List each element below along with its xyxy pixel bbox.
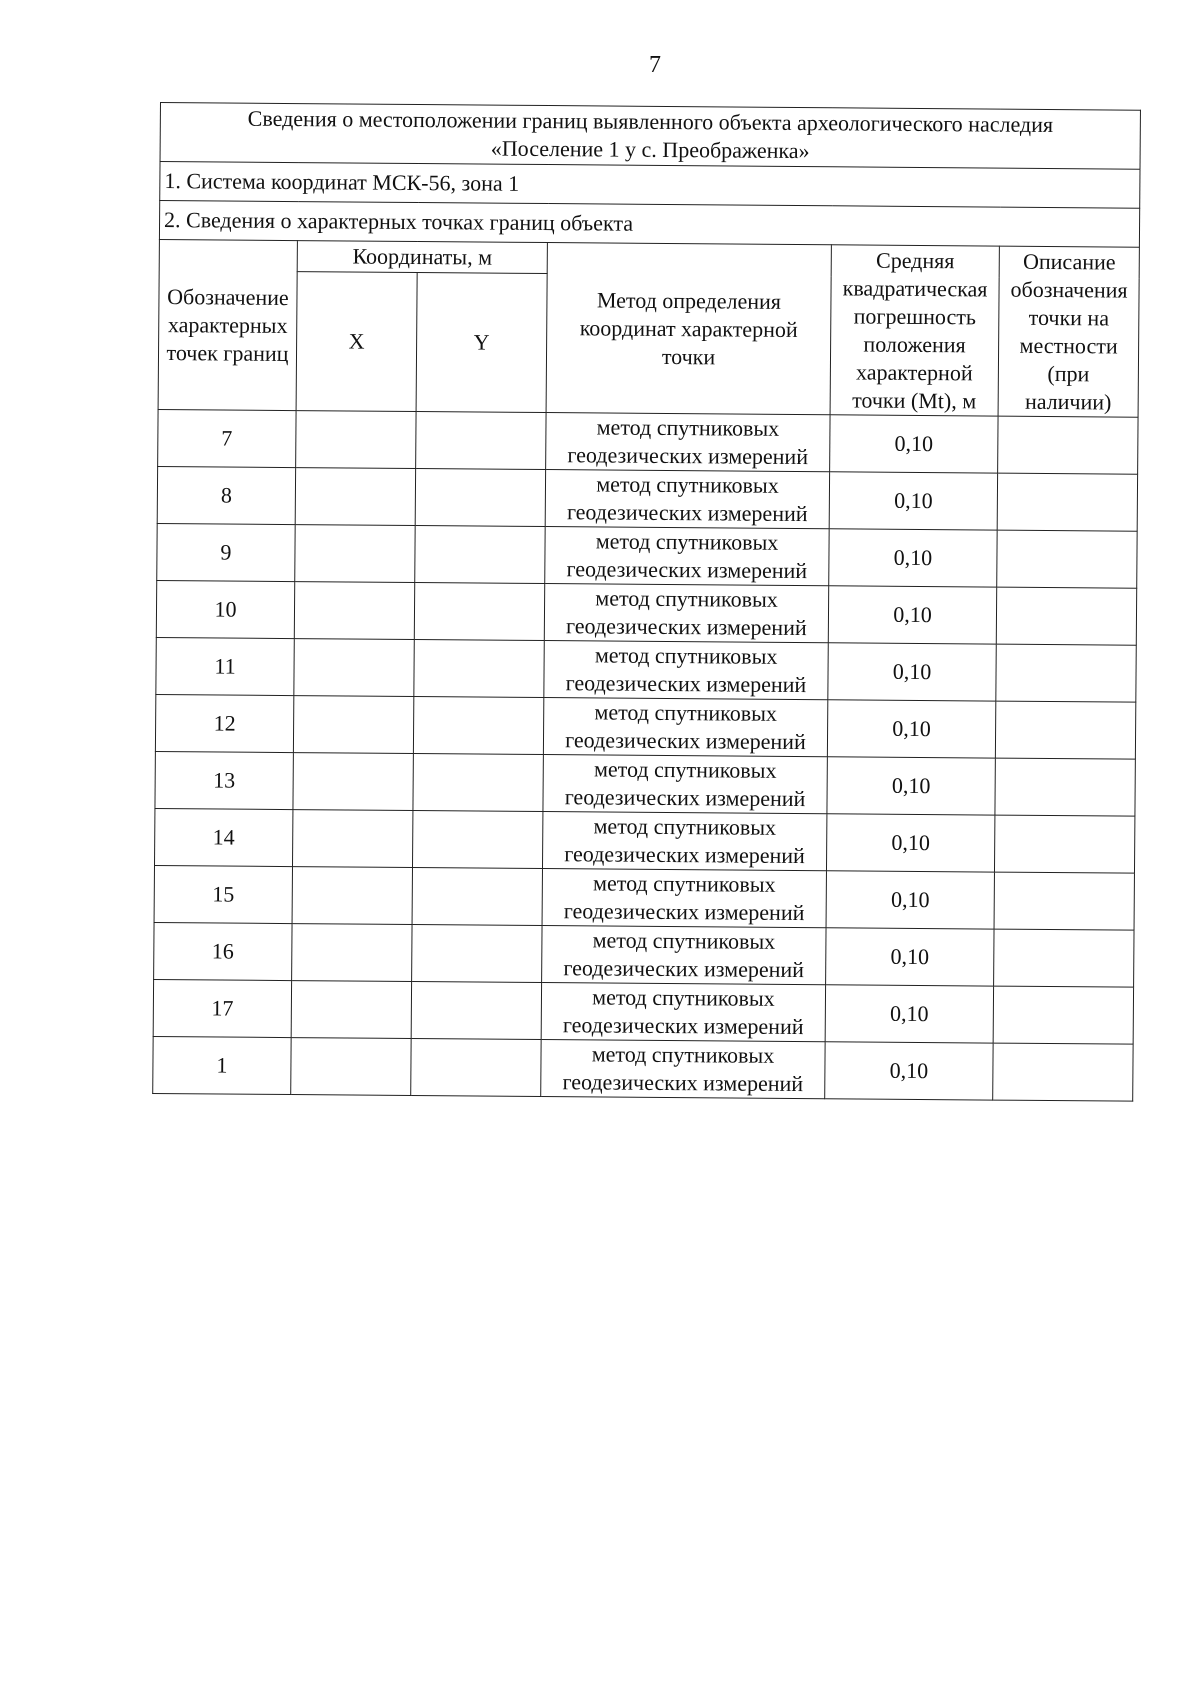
- header-x: X: [296, 272, 417, 412]
- method-line-1: метод спутниковых: [596, 414, 780, 441]
- table-row: [153, 979, 1133, 1044]
- description-cell: [994, 815, 1135, 873]
- error-cell: 0,10: [828, 643, 996, 701]
- x-cell: [291, 1038, 411, 1096]
- boundary-points-table: [152, 102, 1141, 1102]
- header-description: Описание обозначения точки на местности (при наличии): [998, 246, 1139, 417]
- page-number: 7: [649, 52, 661, 78]
- y-cell: [411, 982, 541, 1040]
- description-cell: [997, 473, 1138, 531]
- point-cell: 7: [158, 409, 296, 467]
- point-cell: 8: [157, 466, 295, 524]
- y-cell: [412, 868, 542, 926]
- method-line-1: метод спутниковых: [594, 642, 778, 669]
- point-cell: 10: [156, 580, 294, 638]
- y-cell: [413, 697, 543, 755]
- method-cell: [545, 470, 829, 529]
- method-cell: [543, 755, 827, 814]
- method-line-1: метод спутниковых: [592, 984, 775, 1011]
- method-line-1: метод спутниковых: [593, 813, 777, 840]
- method-cell: [544, 641, 828, 700]
- method-cell: [542, 926, 826, 985]
- coordinate-system-row: 1. Система координат МСК-56, зона 1: [160, 162, 1140, 209]
- x-cell: [295, 468, 415, 526]
- method-line-1: метод спутниковых: [594, 699, 778, 726]
- error-cell: 0,10: [826, 928, 994, 986]
- table-row: [153, 1036, 1133, 1101]
- method-cell: [541, 1040, 825, 1099]
- points-section-row: 2. Сведения о характерных точках границ объекта: [159, 201, 1139, 248]
- point-cell: 15: [154, 865, 292, 923]
- table-row: [155, 751, 1135, 816]
- y-cell: [414, 583, 544, 641]
- method-line-2: геодезических измерений: [564, 841, 805, 869]
- table-row: [154, 922, 1134, 987]
- y-cell: [414, 640, 544, 698]
- x-cell: [291, 981, 411, 1039]
- table-row: [156, 637, 1136, 702]
- y-cell: [411, 1039, 541, 1097]
- description-cell: [996, 587, 1137, 645]
- x-cell: [292, 924, 412, 982]
- method-line-2: геодезических измерений: [563, 898, 805, 926]
- y-cell: [412, 925, 542, 983]
- header-coordinates: Координаты, м: [297, 241, 547, 274]
- point-cell: 9: [157, 523, 295, 581]
- table-row: [157, 523, 1137, 588]
- method-line-2: геодезических измерений: [562, 1069, 804, 1097]
- method-cell: [541, 983, 825, 1042]
- table-row: [157, 466, 1137, 531]
- method-cell: [544, 584, 828, 643]
- point-cell: 11: [156, 637, 294, 695]
- description-cell: [994, 929, 1135, 987]
- x-cell: [293, 753, 413, 811]
- error-cell: 0,10: [826, 814, 994, 872]
- point-cell: 1: [153, 1036, 291, 1094]
- point-cell: 14: [155, 808, 293, 866]
- header-designation: Обозначение характерных точек границ: [158, 239, 297, 410]
- description-cell: [995, 701, 1136, 759]
- table-row: [154, 865, 1134, 930]
- description-cell: [994, 872, 1135, 930]
- error-cell: 0,10: [829, 472, 997, 530]
- description-cell: [993, 1043, 1134, 1101]
- error-cell: 0,10: [825, 1042, 993, 1100]
- header-mean-error: Средняя квадратическая погрешность положения характерной точки (Mt), м: [830, 245, 999, 416]
- header-y: Y: [416, 273, 547, 413]
- table-row: [156, 580, 1136, 645]
- x-cell: [294, 639, 414, 697]
- method-line-2: геодезических измерений: [566, 556, 808, 584]
- x-cell: [295, 525, 415, 583]
- method-line-2: геодезических измерений: [564, 784, 806, 812]
- point-cell: 17: [153, 979, 291, 1037]
- method-cell: [542, 812, 826, 871]
- error-cell: 0,10: [826, 871, 994, 929]
- method-line-1: метод спутниковых: [596, 471, 779, 498]
- method-line-2: геодезических измерений: [566, 499, 808, 527]
- y-cell: [415, 526, 545, 584]
- method-line-2: геодезических измерений: [565, 727, 806, 755]
- table-title: [160, 103, 1141, 170]
- point-cell: 13: [155, 751, 293, 809]
- method-cell: [542, 869, 826, 928]
- method-line-1: метод спутниковых: [591, 1041, 775, 1068]
- point-cell: 16: [154, 922, 292, 980]
- table-title-line1: Сведения о местоположении границ выявленного объекта археологического наследия: [247, 105, 1054, 138]
- description-cell: [997, 530, 1138, 588]
- table-row: [155, 694, 1135, 759]
- error-cell: 0,10: [825, 985, 993, 1043]
- header-method: Метод определения координат характерной точки: [546, 243, 831, 415]
- x-cell: [293, 696, 413, 754]
- method-line-2: геодезических измерений: [565, 670, 807, 698]
- description-cell: [996, 644, 1137, 702]
- x-cell: [296, 411, 416, 469]
- y-cell: [413, 754, 543, 812]
- method-cell: [546, 413, 830, 472]
- y-cell: [415, 469, 545, 527]
- error-cell: 0,10: [830, 415, 998, 473]
- method-line-2: геодезических измерений: [566, 613, 807, 641]
- error-cell: 0,10: [827, 700, 995, 758]
- error-cell: 0,10: [827, 757, 995, 815]
- method-line-1: метод спутниковых: [593, 870, 776, 897]
- x-cell: [292, 867, 412, 925]
- method-line-2: геодезических измерений: [567, 442, 809, 470]
- description-cell: [998, 416, 1139, 474]
- method-line-1: метод спутниковых: [592, 927, 776, 954]
- table-row: [155, 808, 1135, 873]
- method-cell: [545, 527, 829, 586]
- error-cell: 0,10: [829, 529, 997, 587]
- description-cell: [995, 758, 1136, 816]
- description-cell: [993, 986, 1134, 1044]
- y-cell: [416, 412, 546, 470]
- table-title-line2: «Поселение 1 у с. Преображенка»: [490, 135, 810, 164]
- y-cell: [412, 811, 542, 869]
- method-line-1: метод спутниковых: [595, 585, 778, 612]
- method-line-2: геодезических измерений: [563, 955, 805, 983]
- x-cell: [292, 810, 412, 868]
- method-line-1: метод спутниковых: [595, 528, 779, 555]
- table-row: [158, 409, 1138, 474]
- method-line-1: метод спутниковых: [593, 756, 777, 783]
- method-line-2: геодезических измерений: [562, 1012, 804, 1040]
- method-cell: [543, 698, 827, 757]
- x-cell: [294, 582, 414, 640]
- point-cell: 12: [155, 694, 293, 752]
- error-cell: 0,10: [828, 586, 996, 644]
